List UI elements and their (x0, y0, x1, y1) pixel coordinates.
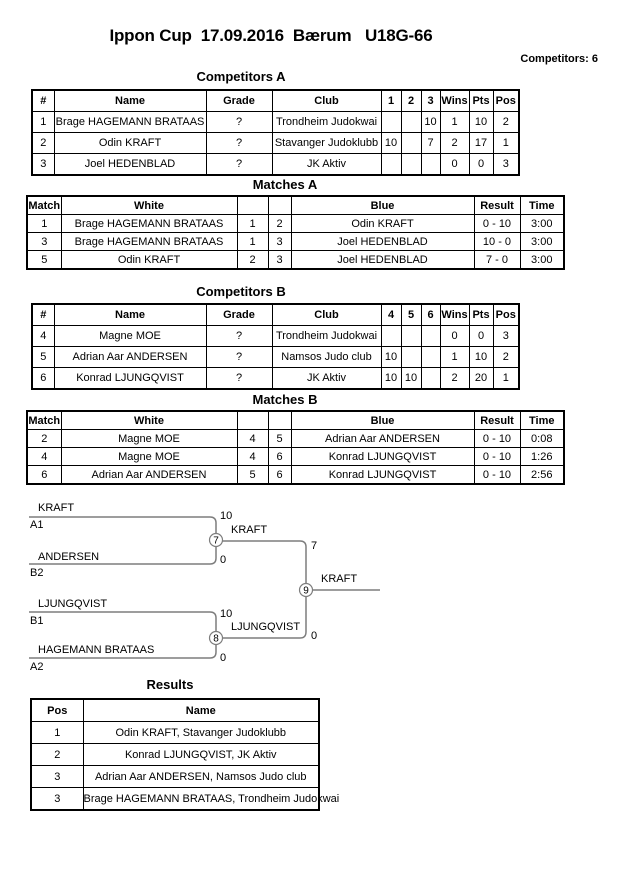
cell: Trondheim Judokwai (272, 326, 381, 347)
table-row (31, 722, 319, 744)
cell: Stavanger Judoklubb (272, 133, 381, 154)
cell: Odin KRAFT (54, 133, 206, 154)
cell: 10 (381, 133, 401, 154)
cell: Trondheim Judokwai (272, 112, 381, 133)
cell: 3 (493, 154, 519, 176)
cell (421, 347, 440, 368)
cell: ? (206, 326, 272, 347)
table-row (27, 448, 564, 466)
cell: ? (206, 154, 272, 176)
cell: Brage HAGEMANN BRATAAS, Trondheim Judokwai (83, 788, 319, 811)
col-header: Result (474, 196, 520, 215)
cell: Adrian Aar ANDERSEN (54, 347, 206, 368)
cell: 2:56 (520, 466, 564, 485)
matches-a-table (26, 195, 565, 270)
table-row (27, 215, 564, 233)
cell: 10 (381, 368, 401, 390)
cell: 10 (469, 112, 493, 133)
cell: 2 (32, 133, 54, 154)
cell: 0 (469, 326, 493, 347)
competitors-count: Competitors: 6 (520, 53, 598, 65)
bracket-line (223, 541, 307, 584)
bracket-line (29, 612, 216, 632)
bracket-sf2-top-score: 10 (220, 608, 233, 620)
col-header: 2 (401, 90, 421, 112)
bracket-sf1-bottom-name: ANDERSEN (38, 551, 100, 563)
cell: 0 - 10 (474, 466, 520, 485)
cell (381, 326, 401, 347)
cell: 4 (237, 448, 268, 466)
cell: 10 - 0 (474, 233, 520, 251)
bracket-final-winner: KRAFT (321, 573, 358, 585)
col-header: Name (54, 90, 206, 112)
bracket-sf2-winner: LJUNGQVIST (231, 621, 301, 633)
header-row (31, 699, 319, 722)
bracket-final-top-score: 7 (311, 540, 318, 552)
cell: JK Aktiv (272, 154, 381, 176)
cell: ? (206, 368, 272, 390)
cell: 3:00 (520, 233, 564, 251)
col-header: Grade (206, 304, 272, 326)
col-header: Wins (440, 304, 469, 326)
cell: 2 (440, 368, 469, 390)
cell: ? (206, 347, 272, 368)
cell: Magne MOE (61, 448, 237, 466)
bracket-sf2-bottom-seed: A2 (30, 661, 44, 673)
cell: 0 - 10 (474, 430, 520, 448)
cell: Konrad LJUNGQVIST (291, 466, 474, 485)
col-header (268, 411, 291, 430)
cell: 6 (268, 448, 291, 466)
col-header: Club (272, 90, 381, 112)
cell: 0 (469, 154, 493, 176)
competitors-a-title: Competitors A (196, 69, 286, 84)
table-row (32, 154, 519, 176)
cell: 10 (401, 368, 421, 390)
col-header: 6 (421, 304, 440, 326)
cell: Magne MOE (61, 430, 237, 448)
col-header: Pts (469, 90, 493, 112)
cell: 0:08 (520, 430, 564, 448)
cell (421, 368, 440, 390)
cell: 1 (32, 112, 54, 133)
cell: Joel HEDENBLAD (291, 233, 474, 251)
col-header: Pos (493, 304, 519, 326)
col-header: Wins (440, 90, 469, 112)
bracket-sf1-bottom-seed: B2 (30, 567, 44, 579)
cell: Joel HEDENBLAD (291, 251, 474, 270)
col-header: Name (83, 699, 319, 722)
col-header (237, 411, 268, 430)
bracket-sf2-bottom-score: 0 (220, 652, 227, 664)
col-header: Blue (291, 196, 474, 215)
cell: Joel HEDENBLAD (54, 154, 206, 176)
cell: 3 (268, 251, 291, 270)
cell: Odin KRAFT (61, 251, 237, 270)
col-header: Result (474, 411, 520, 430)
cell: Brage HAGEMANN BRATAAS (61, 215, 237, 233)
table-row (32, 112, 519, 133)
cell (421, 326, 440, 347)
header-row (32, 90, 519, 112)
cell: 1 (31, 722, 83, 744)
cell (421, 154, 440, 176)
table-row (27, 251, 564, 270)
cell: 2 (31, 744, 83, 766)
cell: 1 (27, 215, 61, 233)
bracket-sf2-top-seed: B1 (30, 615, 44, 627)
bracket-sf1-top-name: KRAFT (38, 502, 75, 514)
cell: 3 (32, 154, 54, 176)
table-row (27, 466, 564, 485)
col-header: Grade (206, 90, 272, 112)
cell: ? (206, 112, 272, 133)
col-header (237, 196, 268, 215)
bracket-sf1-top-score: 10 (220, 510, 233, 522)
page-title: Ippon Cup 17.09.2016 Bærum U18G-66 (109, 26, 433, 45)
table-row (31, 744, 319, 766)
cell: 4 (32, 326, 54, 347)
cell (381, 112, 401, 133)
cell: 3:00 (520, 215, 564, 233)
cell: 10 (469, 347, 493, 368)
cell: Adrian Aar ANDERSEN (291, 430, 474, 448)
cell: 1 (440, 347, 469, 368)
table-row (27, 430, 564, 448)
cell: Konrad LJUNGQVIST (291, 448, 474, 466)
col-header: Match (27, 411, 61, 430)
col-header: 1 (381, 90, 401, 112)
col-header: Match (27, 196, 61, 215)
table-row (31, 766, 319, 788)
cell (401, 112, 421, 133)
cell: 1 (237, 233, 268, 251)
cell (401, 154, 421, 176)
cell: 3 (268, 233, 291, 251)
cell: 2 (440, 133, 469, 154)
cell: 6 (268, 466, 291, 485)
col-header: 5 (401, 304, 421, 326)
cell: 0 - 10 (474, 448, 520, 466)
cell: 4 (237, 430, 268, 448)
col-header: White (61, 411, 237, 430)
matches-b-table (26, 410, 565, 485)
cell: 6 (32, 368, 54, 390)
cell: 2 (27, 430, 61, 448)
bracket-sf1-bottom-score: 0 (220, 554, 227, 566)
cell: 3 (31, 788, 83, 811)
cell: 3:00 (520, 251, 564, 270)
cell: 2 (268, 215, 291, 233)
table-row (32, 347, 519, 368)
col-header: Pos (31, 699, 83, 722)
bracket-final-bottom-score: 0 (311, 630, 318, 642)
cell: Konrad LJUNGQVIST, JK Aktiv (83, 744, 319, 766)
results-table (30, 698, 340, 811)
matches-b-title: Matches B (252, 392, 318, 407)
cell: 10 (421, 112, 440, 133)
bracket-sf2-bottom-name: HAGEMANN BRATAAS (38, 644, 155, 656)
cell (401, 326, 421, 347)
cell: Brage HAGEMANN BRATAAS (54, 112, 206, 133)
bracket-line (29, 517, 216, 534)
cell: 10 (381, 347, 401, 368)
cell: 3 (27, 233, 61, 251)
col-header: Pos (493, 90, 519, 112)
col-header: # (32, 90, 54, 112)
cell: 2 (237, 251, 268, 270)
cell: 1 (493, 133, 519, 154)
cell: Adrian Aar ANDERSEN (61, 466, 237, 485)
cell: 5 (268, 430, 291, 448)
cell: Odin KRAFT (291, 215, 474, 233)
competitors-b-table (31, 303, 520, 390)
header-row (27, 196, 564, 215)
matches-a-title: Matches A (252, 177, 318, 192)
bracket-sf1-top-seed: A1 (30, 519, 44, 531)
cell: Odin KRAFT, Stavanger Judoklubb (83, 722, 319, 744)
results-title: Results (146, 677, 194, 692)
cell: 2 (493, 112, 519, 133)
table-row (32, 133, 519, 154)
col-header: Club (272, 304, 381, 326)
cell: Namsos Judo club (272, 347, 381, 368)
table-row (32, 326, 519, 347)
cell: 17 (469, 133, 493, 154)
competitors-a-table (31, 89, 520, 176)
cell: 1:26 (520, 448, 564, 466)
col-header: Blue (291, 411, 474, 430)
col-header: Time (520, 196, 564, 215)
cell: Magne MOE (54, 326, 206, 347)
match-number: 8 (213, 633, 219, 645)
cell: Adrian Aar ANDERSEN, Namsos Judo club (83, 766, 319, 788)
col-header (268, 196, 291, 215)
col-header: White (61, 196, 237, 215)
cell: ? (206, 133, 272, 154)
cell: 0 (440, 326, 469, 347)
cell: 1 (237, 215, 268, 233)
cell: 4 (27, 448, 61, 466)
col-header: 3 (421, 90, 440, 112)
header-row (32, 304, 519, 326)
table-row (27, 233, 564, 251)
cell (381, 154, 401, 176)
col-header: Time (520, 411, 564, 430)
col-header: Name (54, 304, 206, 326)
cell: 7 - 0 (474, 251, 520, 270)
table-row (32, 368, 519, 390)
cell: Brage HAGEMANN BRATAAS (61, 233, 237, 251)
table-row (31, 788, 319, 811)
cell: 2 (493, 347, 519, 368)
cell: 3 (31, 766, 83, 788)
bracket-sf2-top-name: LJUNGQVIST (38, 598, 108, 610)
cell: 0 (440, 154, 469, 176)
cell: 5 (237, 466, 268, 485)
cell: JK Aktiv (272, 368, 381, 390)
col-header: Pts (469, 304, 493, 326)
header-row (27, 411, 564, 430)
cell: 20 (469, 368, 493, 390)
cell: 5 (32, 347, 54, 368)
match-number: 7 (213, 535, 219, 547)
col-header: 4 (381, 304, 401, 326)
cell: 7 (421, 133, 440, 154)
cell: 6 (27, 466, 61, 485)
competitors-b-title: Competitors B (196, 284, 286, 299)
cell (401, 347, 421, 368)
cell: Konrad LJUNGQVIST (54, 368, 206, 390)
bracket-sf1-winner: KRAFT (231, 524, 268, 536)
col-header: # (32, 304, 54, 326)
cell: 3 (493, 326, 519, 347)
cell: 0 - 10 (474, 215, 520, 233)
cell: 1 (440, 112, 469, 133)
match-number: 9 (303, 585, 309, 597)
cell: 1 (493, 368, 519, 390)
cell (401, 133, 421, 154)
cell: 5 (27, 251, 61, 270)
